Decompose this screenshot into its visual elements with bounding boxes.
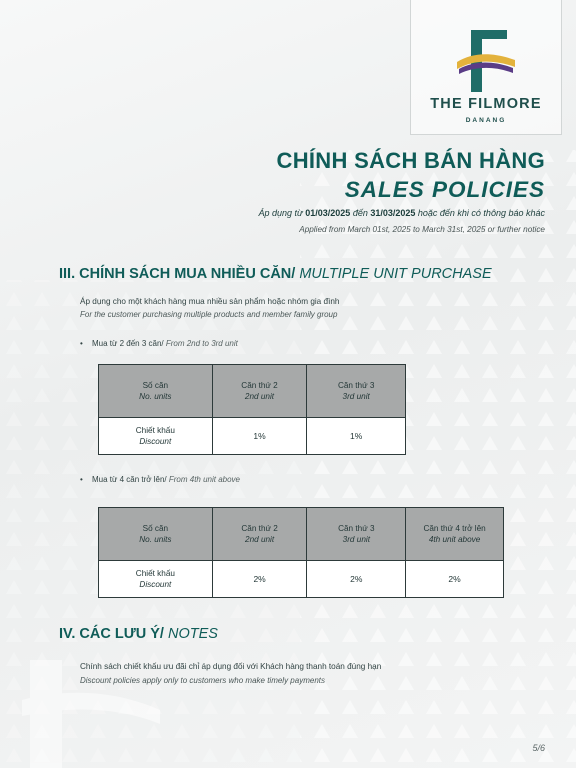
discount-value: 1% [212,418,307,455]
table-header-cell: Căn thứ 3 3rd unit [307,365,406,418]
table-row [99,508,504,561]
bullet-1-en: From 2nd to 3rd unit [165,339,238,348]
discount-value: 1% [307,418,406,455]
applied-from-date: 01/03/2025 [305,208,351,218]
bullet-2-en: From 4th unit above [168,475,241,484]
section-3-heading-vi: III. CHÍNH SÁCH MUA NHIỀU CĂN/ [59,266,300,282]
bullet-2-to-3-units [80,339,238,348]
section-3-heading [59,266,492,282]
title-vietnamese: CHÍNH SÁCH BÁN HÀNG [276,148,545,173]
table-row [99,561,504,598]
applied-to-date: 31/03/2025 [370,208,416,218]
brand-logo [410,0,562,135]
discount-table-2-to-3 [98,364,406,455]
bullet-2-vi: Mua từ 4 căn trở lên/ [92,475,169,484]
applied-mid: đến [350,208,371,218]
bullet-1-vi: Mua từ 2 đến 3 căn/ [92,339,166,348]
section-4-desc-en: Discount policies apply only to customers who make timely payments [80,676,325,685]
table-header-cell: Căn thứ 2 2nd unit [212,508,307,561]
section-4-heading [59,626,218,642]
page-number: 5/6 [532,743,545,753]
applied-suffix: hoặc đến khi có thông báo khác [415,208,545,218]
bullet-4-plus-units [80,475,240,484]
table-row [99,418,406,455]
discount-table-4-plus [98,507,504,598]
table-header-cell: Căn thứ 3 3rd unit [307,508,406,561]
section-3-heading-en: MULTIPLE UNIT PURCHASE [299,266,492,282]
table-row-label: Chiết khấu Discount [99,561,213,598]
applied-dates-vietnamese [259,208,545,218]
applied-prefix: Áp dụng từ [258,208,306,218]
table-header-cell: Căn thứ 2 2nd unit [212,365,307,418]
section-3-desc-vi: Áp dụng cho một khách hàng mua nhiều sản phẩm hoặc nhóm gia đình [80,297,340,306]
table-row-label: Chiết khấu Discount [99,418,213,455]
applied-dates-english: Applied from March 01st, 2025 to March 31st, 2025 or further notice [299,225,545,234]
filmore-f-icon [457,30,515,92]
title-english: SALES POLICIES [344,177,545,202]
section-4-heading-vi: IV. CÁC LƯU Ý/ [59,626,168,642]
table-header-cell: Căn thứ 4 trở lên 4th unit above [406,508,504,561]
table-row [99,365,406,418]
section-4-heading-en: NOTES [167,626,218,642]
discount-value: 2% [406,561,504,598]
brand-name: THE FILMORE [430,96,542,112]
bullet-dot: • [80,339,83,348]
brand-city: DANANG [465,117,507,124]
discount-value: 2% [307,561,406,598]
table-header-cell: Số căn No. units [99,365,213,418]
discount-value: 2% [212,561,307,598]
section-3-desc-en: For the customer purchasing multiple products and member family group [80,310,338,319]
section-4-desc-vi: Chính sách chiết khấu ưu đãi chỉ áp dụng đối với Khách hàng thanh toán đúng hạn [80,662,382,671]
bullet-dot: • [80,475,83,484]
table-header-cell: Số căn No. units [99,508,213,561]
